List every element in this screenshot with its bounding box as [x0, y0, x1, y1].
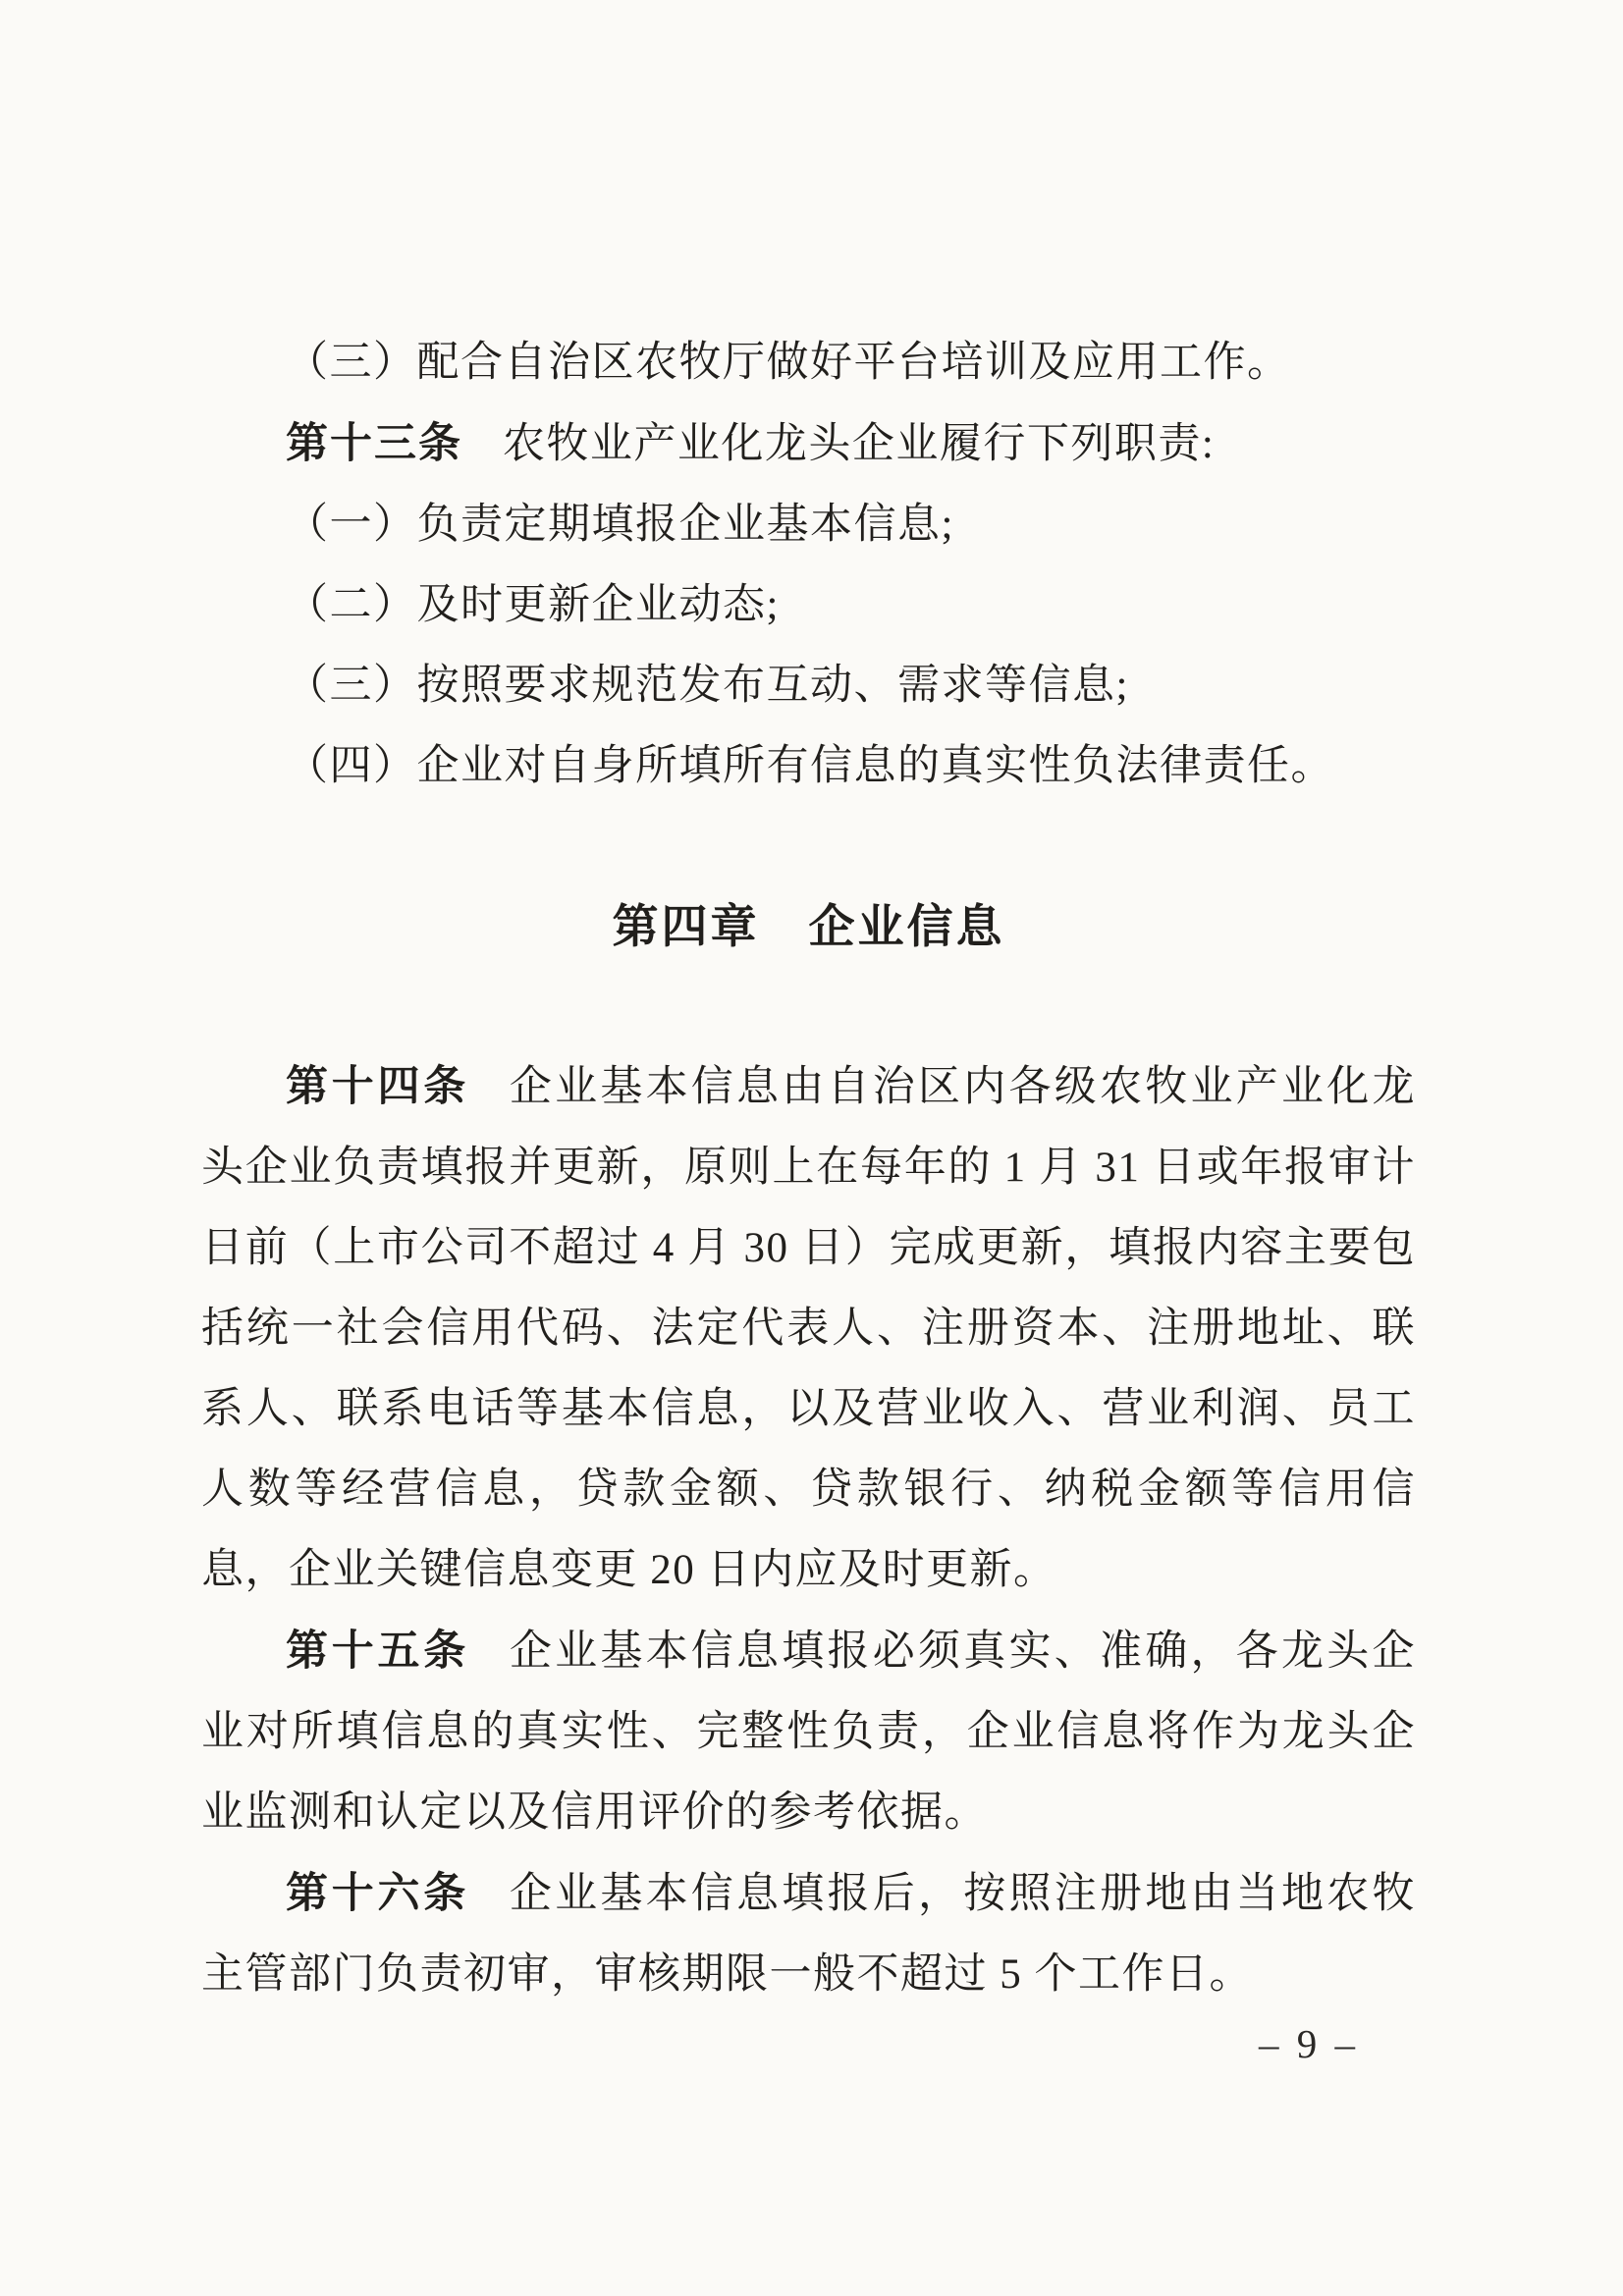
- list-item: （四）企业对自身所填所有信息的真实性负法律责任。: [286, 743, 1334, 789]
- article-16: [201, 1853, 1416, 2015]
- chapter-heading: 第四章 企业信息: [612, 900, 1005, 952]
- article-15-label: 第十五条: [286, 1628, 469, 1675]
- article-13-label: 第十三条: [286, 420, 462, 467]
- list-item: （一）负责定期填报企业基本信息;: [286, 502, 954, 548]
- article-16-label: 第十六条: [286, 1870, 469, 1917]
- article-14-text: 企业基本信息由自治区内各级农牧业产业化龙头企业负责填报并更新，原则上在每年的 1 月 31 日或年报审计日前（上市公司不超过 4 月 30 日）完成更新，填报内容主要包括统一社会信用代码、法定代表人、注册资本、注册地址、联系人、联系电话等基本信息，以及营业收入、营业利润、员工人数等经营信息，贷款金额、贷款银行、纳税金额等信用信息，企业关键信息变更 20 日内应及时更新。: [201, 1064, 1417, 1593]
- list-item: （三）配合自治区农牧厅做好平台培训及应用工作。: [286, 340, 1291, 386]
- document-body: [201, 323, 1416, 2015]
- article-15: [201, 1611, 1416, 1853]
- article-14-label: 第十四条: [286, 1063, 469, 1110]
- list-item: （三）按照要求规范发布互动、需求等信息;: [286, 663, 1129, 709]
- article-13-text: 农牧业产业化龙头企业履行下列职责:: [502, 421, 1216, 467]
- article-13: [201, 403, 1416, 485]
- article-14: [201, 1046, 1416, 1611]
- article-16-text: 企业基本信息填报后，按照注册地由当地农牧主管部门负责初审，审核期限一般不超过 5 个工作日。: [201, 1871, 1417, 1998]
- article-15-text: 企业基本信息填报必须真实、准确，各龙头企业对所填信息的真实性、完整性负责，企业信息将作为龙头企业监测和认定以及信用评价的参考依据。: [201, 1629, 1417, 1836]
- list-item: （二）及时更新企业动态;: [286, 582, 780, 628]
- page-number: – 9 –: [1259, 2021, 1359, 2066]
